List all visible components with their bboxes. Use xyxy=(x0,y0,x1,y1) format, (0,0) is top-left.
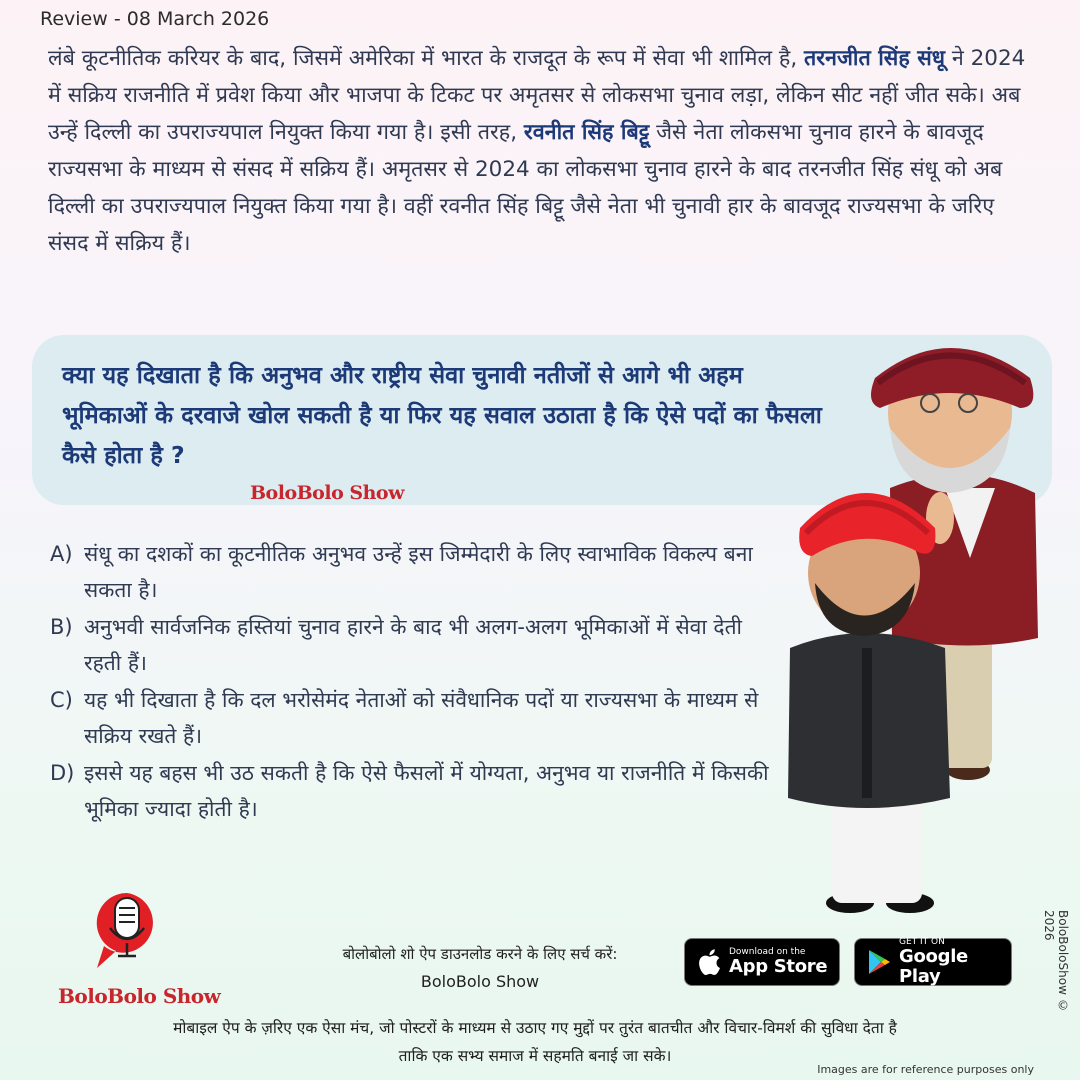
name-bittu: रवनीत सिंह बिट्टू xyxy=(523,120,650,145)
footer-line-1: मोबाइल ऐप के ज़रिए एक ऐसा मंच, जो पोस्टरों के माध्यम से उठाए गए मुद्दों पर तुरंत बातचीत और विचार-विमर्श की सुविधा देता है xyxy=(173,1019,897,1037)
disclaimer: Images are for reference purposes only xyxy=(817,1063,1034,1076)
brand-logo-text: BoloBolo Show xyxy=(58,984,221,1008)
option-text: संधू का दशकों का कूटनीतिक अनुभव उन्हें इस जिम्मेदारी के लिए स्वाभाविक विकल्प बना सकता है। xyxy=(84,542,753,602)
app-store-small: Download on the xyxy=(729,947,806,957)
intro-text-2: ने 2024 में सक्रिय राजनीति में प्रवेश किया और भाजपा के टिकट पर अमृतसर से लोकसभा चुनाव लड़ा, लेकिन सीट नहीं जीत सके। अब उन्हें दिल्ली का उपराज्यपाल नियुक्त किया गया है। इसी तरह, xyxy=(48,46,1026,145)
apple-icon xyxy=(697,948,721,976)
options-list xyxy=(50,536,770,828)
microphone-icon xyxy=(92,888,162,978)
option-a[interactable] xyxy=(50,536,770,608)
option-d[interactable] xyxy=(50,755,770,827)
download-app-name: BoloBolo Show xyxy=(420,972,540,991)
review-date: Review - 08 March 2026 xyxy=(40,8,270,30)
brand-watermark: BoloBolo Show xyxy=(250,482,404,504)
intro-paragraph xyxy=(48,40,1038,262)
question-text: क्या यह दिखाता है कि अनुभव और राष्ट्रीय सेवा चुनावी नतीजों से आगे भी अहम भूमिकाओं के दरवाजे खोल सकती है या फिर यह सवाल उठाता है कि ऐसे पदों का फैसला कैसे होता है ? xyxy=(62,361,822,469)
name-sandhu: तरनजीत सिंह संधू xyxy=(804,46,946,71)
footer-description xyxy=(20,1014,1050,1070)
google-play-big: Google Play xyxy=(899,946,968,987)
caricature-illustration xyxy=(770,318,1070,928)
app-store-button[interactable] xyxy=(684,938,840,986)
option-b[interactable] xyxy=(50,609,770,681)
download-prompt xyxy=(290,940,670,996)
google-play-small: GET IT ON xyxy=(899,937,945,947)
google-play-button[interactable] xyxy=(854,938,1012,986)
copyright-vertical: BoloBoloShow © 2026 xyxy=(1042,910,1070,1013)
intro-text-3: जैसे नेता लोकसभा चुनाव हारने के बावजूद राज्यसभा के माध्यम से संसद में सक्रिय हैं। अमृतसर से 2024 का लोकसभा चुनाव हारने के बाद तरनजीत सिंह संधू को अब दिल्ली का उपराज्यपाल नियुक्त किया गया है। वहीं रवनीत सिंह बिट्टू जैसे नेता भी चुनावी हार के बावजूद राज्यसभा के जरिए संसद में सक्रिय हैं। xyxy=(48,120,1003,256)
option-text: अनुभवी सार्वजनिक हस्तियां चुनाव हारने के बाद भी अलग-अलग भूमिकाओं में सेवा देती रहती हैं। xyxy=(84,615,742,675)
google-play-icon xyxy=(867,949,891,975)
option-letter: D) xyxy=(50,761,75,785)
option-letter: B) xyxy=(50,615,73,639)
option-text: इससे यह बहस भी उठ सकती है कि ऐसे फैसलों में योग्यता, अनुभव या राजनीति में किसकी भूमिका ज्यादा होती है। xyxy=(84,761,769,821)
option-text: यह भी दिखाता है कि दल भरोसेमंद नेताओं को संवैधानिक पदों या राज्यसभा के माध्यम से सक्रिय रखते हैं। xyxy=(84,688,759,748)
option-letter: A) xyxy=(50,542,73,566)
option-letter: C) xyxy=(50,688,73,712)
option-c[interactable] xyxy=(50,682,770,754)
footer-line-2: ताकि एक सभ्य समाज में सहमति बनाई जा सके। xyxy=(398,1047,672,1065)
app-store-big: App Store xyxy=(729,956,828,977)
download-instruction: बोलोबोलो शो ऐप डाउनलोड करने के लिए सर्च करें: xyxy=(342,945,618,963)
intro-text-1: लंबे कूटनीतिक करियर के बाद, जिसमें अमेरिका में भारत के राजदूत के रूप में सेवा भी शामिल है, xyxy=(48,46,804,71)
